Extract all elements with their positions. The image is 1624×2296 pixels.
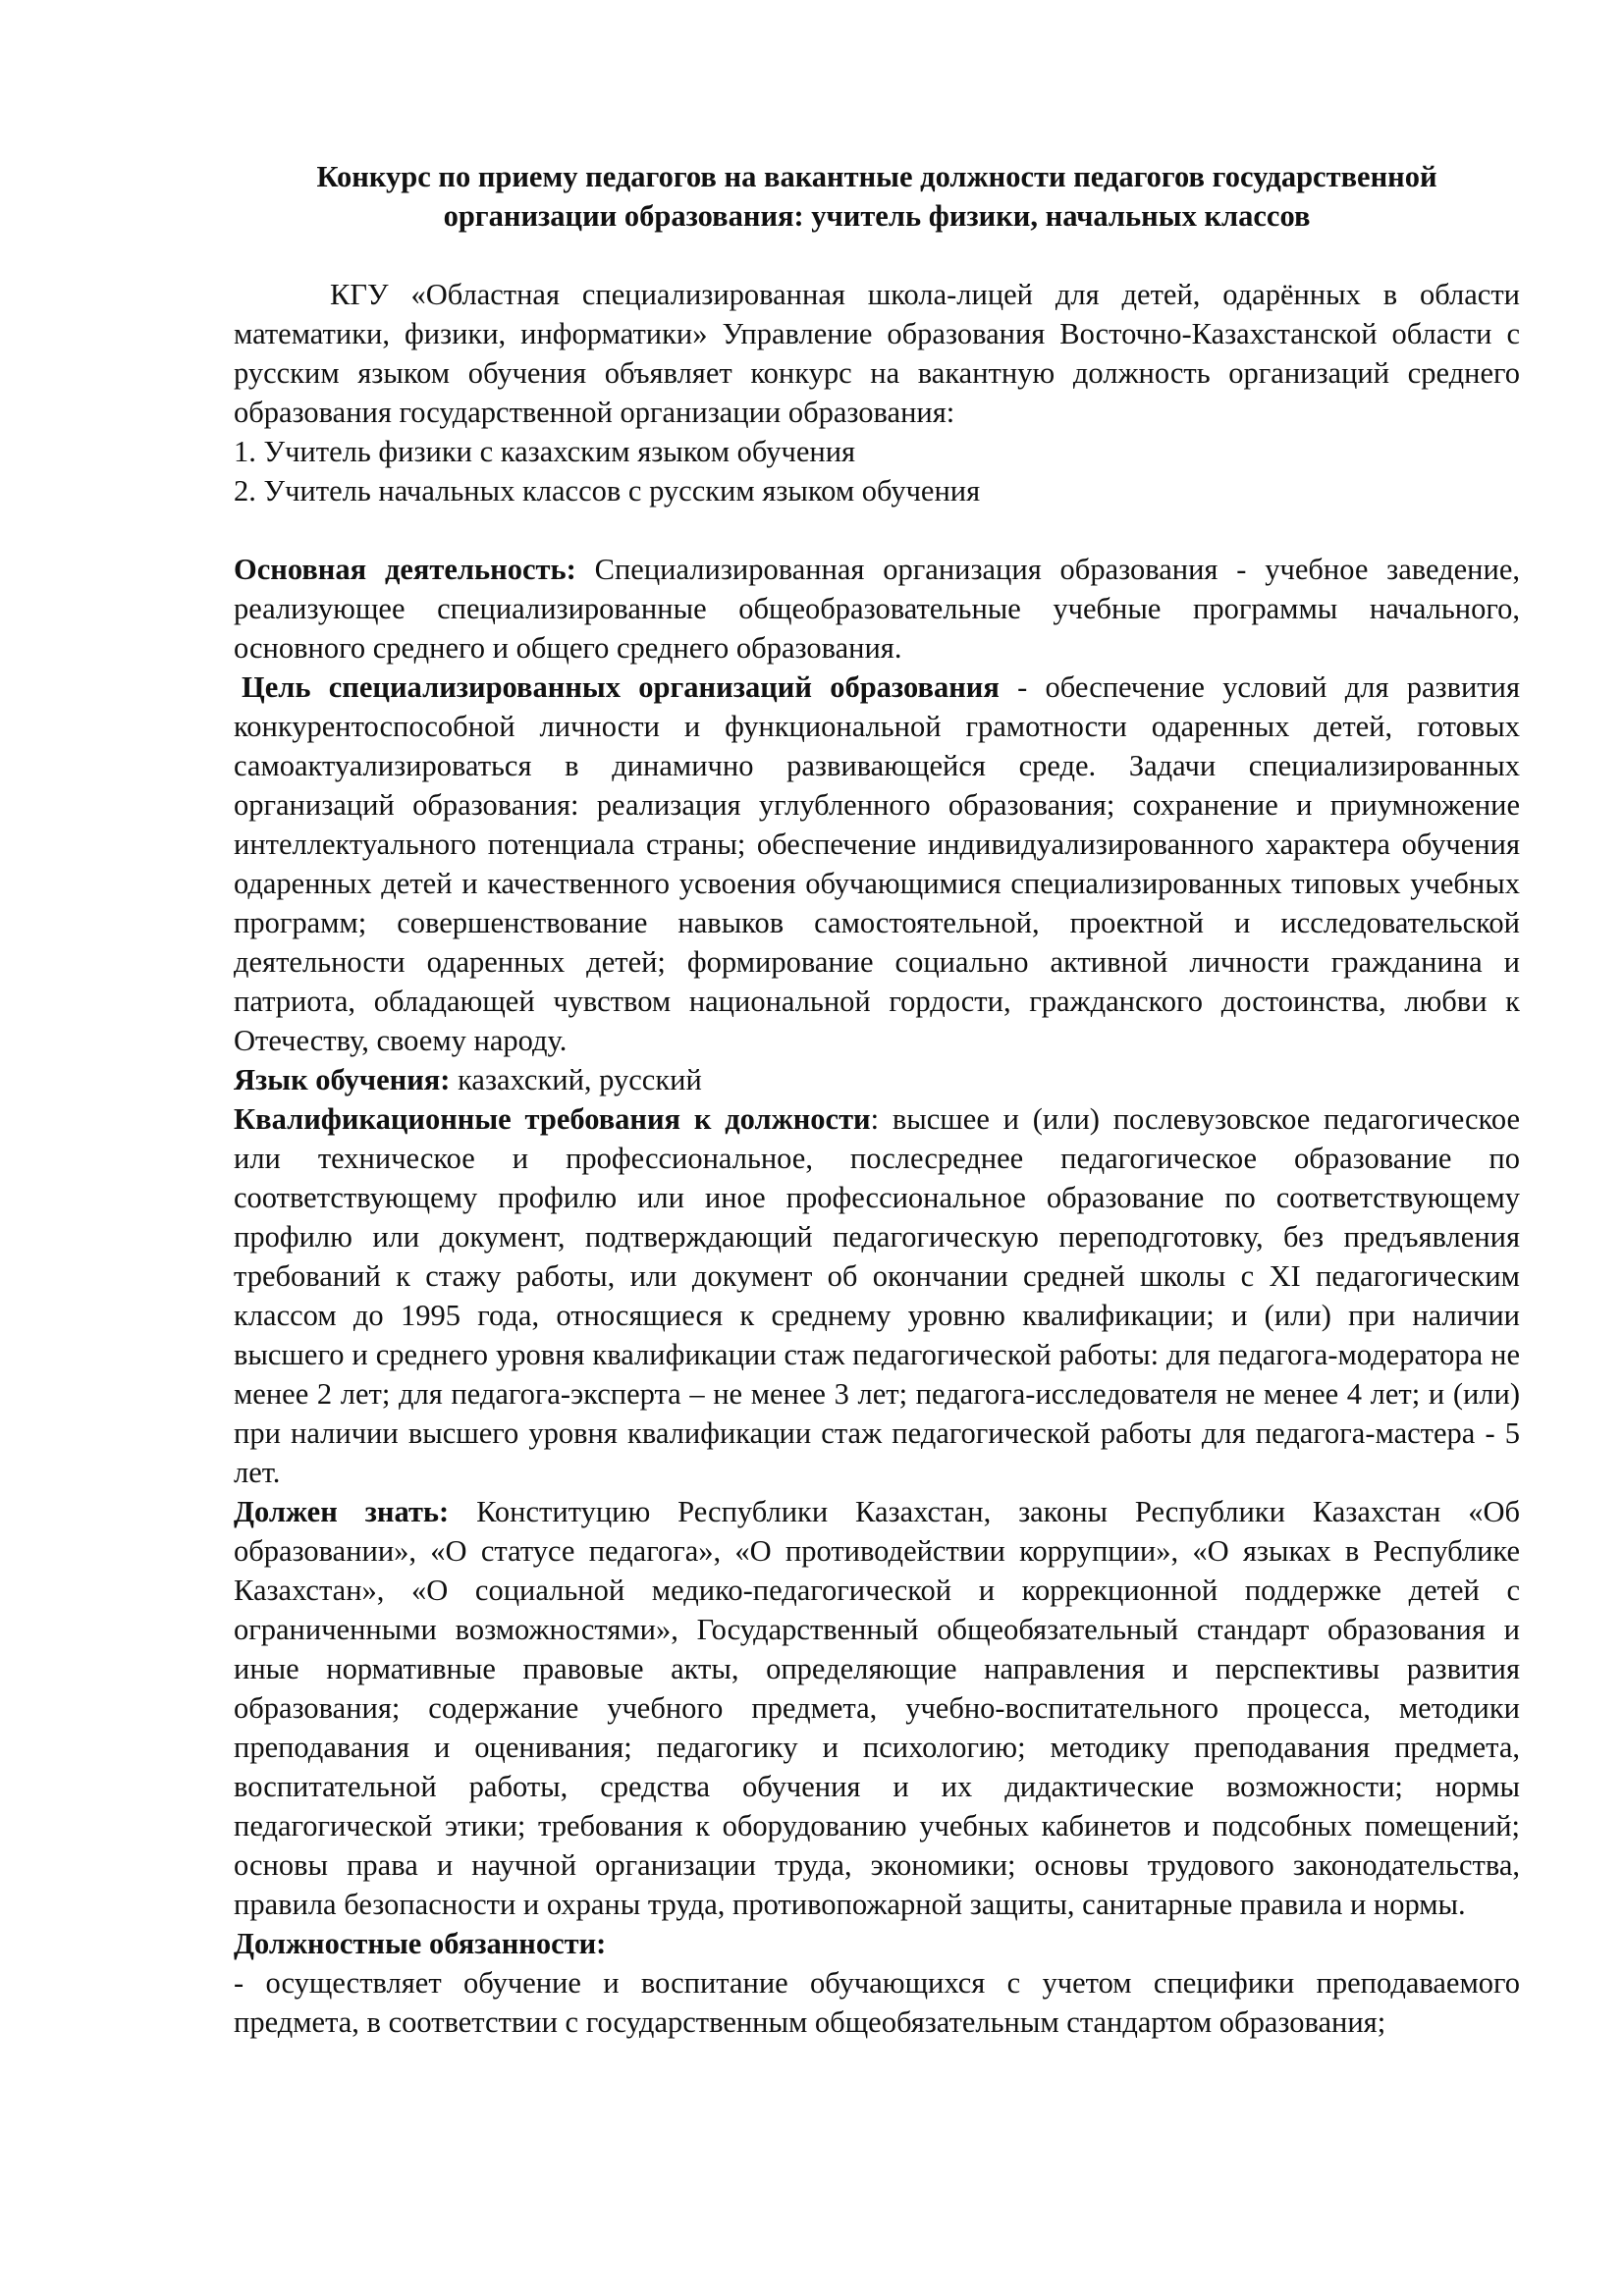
main-activity-text: Специализированная организация образования - учебное заведение, реализующее специализированные общеобразовательные учебные программы начального, основного среднего и общего среднего образования.: [234, 553, 1520, 665]
goal-paragraph: [234, 667, 1520, 1060]
qualification-label: Квалификационные требования к должности: [234, 1102, 871, 1136]
intro-paragraph: КГУ «Областная специализированная школа-лицей для детей, одарённых в области математики, физики, информатики» Управление образования Восточно-Казахстанской области с русским языком обучения объявляет конкурс на вакантную должность организаций среднего образования государственной организации образования:: [234, 278, 1520, 429]
main-activity-paragraph: [234, 550, 1520, 667]
document-page: [234, 157, 1520, 2042]
must-know-paragraph: [234, 1492, 1520, 1924]
language-paragraph: [234, 1060, 1520, 1099]
title-line-1: Конкурс по приему педагогов на вакантные должности педагогов государственной: [316, 160, 1437, 193]
goal-text: - обеспечение условий для развития конкурентоспособной личности и функциональной грамотности одаренных детей, готовых самоактуализироваться в динамично развивающейся среде. Задачи специализированных организаций образования: реализация углубленного образования; сохранение и приумножение интеллектуального потенциала страны; обеспечение индивидуализированного характера обучения одаренных детей и качественного усвоения обучающимися специализированных типовых учебных программ; совершенствование навыков самостоятельной, проектной и исследовательской деятельности одаренных детей; формирование социально активной личности гражданина и патриота, обладающей чувством национальной гордости, гражданского достоинства, любви к Отечеству, своему народу.: [234, 670, 1520, 1057]
title-line-2: организации образования: учитель физики, начальных классов: [443, 199, 1311, 233]
position-item-1: 1. Учитель физики с казахским языком обучения: [234, 435, 856, 468]
qualification-paragraph: [234, 1099, 1520, 1492]
language-text: казахский, русский: [450, 1063, 702, 1096]
duties-item-1: - осуществляет обучение и воспитание обучающихся с учетом специфики преподаваемого предмета, в соответствии с государственным общеобязательным стандартом образования;: [234, 1966, 1520, 2039]
spacer: [234, 510, 1520, 550]
must-know-text: Конституцию Республики Казахстан, законы Республики Казахстан «Об образовании», «О статусе педагога», «О противодействии коррупции», «О языках в Республике Казахстан», «О социальной медико-педагогической и коррекционной поддержке детей с ограниченными возможностями», Государственный общеобязательный стандарт образования и иные нормативные правовые акты, определяющие направления и перспективы развития образования; содержание учебного предмета, учебно-воспитательного процесса, методики преподавания и оценивания; педагогику и психологию; методику преподавания предмета, воспитательной работы, средства обучения и их дидактические возможности; нормы педагогической этики; требования к оборудованию учебных кабинетов и подсобных помещений; основы права и научной организации труда, экономики; основы трудового законодательства, правила безопасности и охраны труда, противопожарной защиты, санитарные правила и нормы.: [234, 1495, 1520, 1921]
duties-label: Должностные обязанности:: [234, 1927, 607, 1960]
duties-heading: [234, 1924, 1520, 1963]
goal-label: Цель специализированных организаций образования: [242, 670, 1000, 704]
position-item-2: 2. Учитель начальных классов с русским языком обучения: [234, 474, 981, 507]
document-title: [234, 157, 1520, 236]
must-know-label: Должен знать:: [234, 1495, 450, 1528]
language-label: Язык обучения:: [234, 1063, 451, 1096]
qualification-text: : высшее и (или) послевузовское педагогическое или техническое и профессиональное, послесреднее педагогическое образование по соответствующему профилю или иное профессиональное образование по соответствующему профилю или документ, подтверждающий педагогическую переподготовку, без предъявления требований к стажу работы, или документ об окончании средней школы с XI педагогическим классом до 1995 года, относящиеся к среднему уровню квалификации; и (или) при наличии высшего и среднего уровня квалификации стаж педагогической работы: для педагога-модератора не менее 2 лет; для педагога-эксперта – не менее 3 лет; педагога-исследователя не менее 4 лет; и (или) при наличии высшего уровня квалификации стаж педагогической работы для педагога-мастера - 5 лет.: [234, 1102, 1520, 1489]
main-activity-label: Основная деятельность:: [234, 553, 576, 586]
